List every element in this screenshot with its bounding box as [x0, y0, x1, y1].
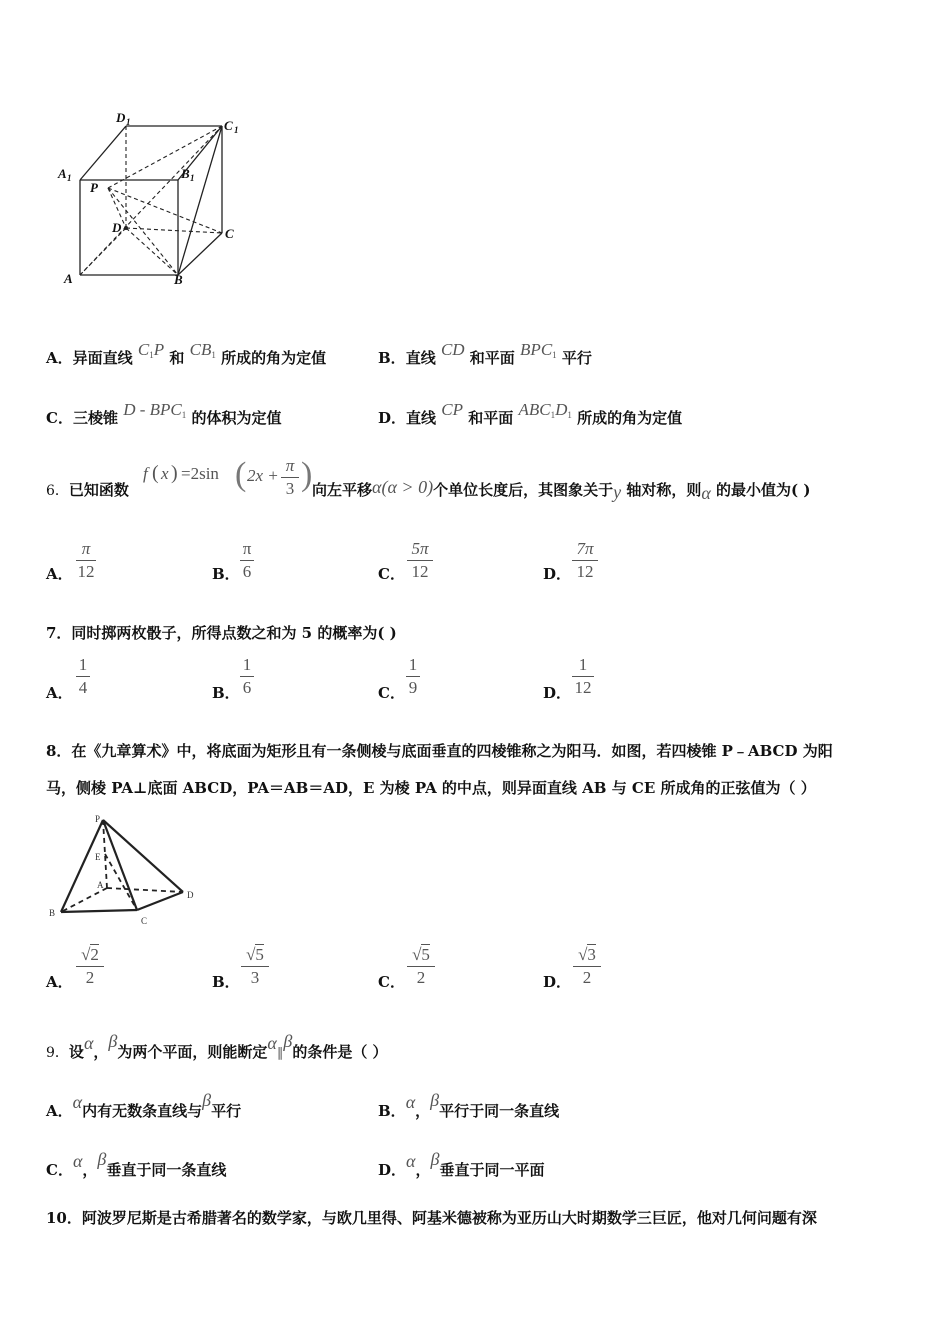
q8-option-b: B． — [212, 973, 240, 991]
q7-option-c: C． — [378, 684, 405, 702]
q7-option-d: D． — [543, 684, 572, 702]
q9-option-b: B．α，β平行于同一条直线 — [378, 1090, 560, 1120]
q8-option-c: C． — [378, 973, 405, 991]
q9-stem: 9．设α，β为两个平面，则能断定α∥β的条件是（ ） — [46, 1031, 388, 1061]
q8-option-a: A． — [46, 973, 73, 991]
q9-option-d: D．α，β垂直于同一平面 — [378, 1149, 545, 1179]
cube-label-d1: D — [116, 110, 126, 125]
cube-label-c1: C — [224, 118, 233, 133]
pyramid-figure — [45, 810, 205, 930]
cube-figure — [50, 110, 250, 290]
q6-option-b: B． — [212, 565, 240, 583]
pyramid-label-c: C — [141, 916, 148, 926]
q6-option-d: D． — [543, 565, 572, 583]
q10-stem: 10．阿波罗尼斯是古希腊著名的数学家，与欧几里得、阿基米德被称为亚历山大时期数学三巨匠，他对几何问题有深 — [46, 1209, 817, 1227]
svg-text:1: 1 — [234, 125, 239, 135]
svg-text:1: 1 — [190, 173, 195, 183]
q7-option-a: A． — [46, 684, 73, 702]
pyramid-label-p: P — [95, 814, 101, 824]
q6-option-c: C． — [378, 565, 405, 583]
q8-stem-line1: 8．在《九章算术》中，将底面为矩形且有一条侧棱与底面垂直的四棱锥称之为阳马．如图，若四棱锥 P﹣ABCD 为阳 — [46, 742, 833, 760]
q5-option-a: A．异面直线 $C_1P$ 和 $CB_1$ 所成的角为定值 — [46, 340, 327, 367]
cube-label-a: A — [64, 271, 73, 286]
cube-label-a1: A — [58, 166, 67, 181]
pyramid-label-a: A — [97, 880, 104, 890]
q9-option-a: A．α内有无数条直线与β平行 — [46, 1090, 242, 1120]
q8-options: A． √2 2 B． √5 3 C． √5 2 D． √3 2 — [0, 945, 950, 997]
q8-stem-line2: 马，侧棱 PA⊥底面 ABCD，PA＝AB＝AD，E 为棱 PA 的中点，则异面直线 AB 与 CE 所成角的正弦值为（ ） — [46, 779, 816, 797]
q5-option-b: B．直线 CD 和平面 $BPC_1$ 平行 — [378, 340, 592, 367]
q5-option-d: D．直线 CP 和平面 $ABC_1D_1$ 所成的角为定值 — [378, 400, 683, 427]
q5-option-c: C．三棱锥 D - $BPC_1$ 的体积为定值 — [46, 400, 282, 427]
pyramid-label-d: D — [187, 890, 194, 900]
cube-label-b: B — [174, 272, 183, 287]
q7-option-b: B． — [212, 684, 240, 702]
cube-label-d: D — [112, 220, 122, 235]
q6-options: A． π 12 B． π 6 C． 5π 12 D． 7π 12 — [0, 535, 950, 585]
q7-stem: 7．同时掷两枚骰子，所得点数之和为 5 的概率为( ) — [46, 624, 397, 642]
q6-stem: 6．已知函数 — [46, 481, 129, 499]
svg-text:1: 1 — [126, 117, 131, 127]
cube-label-c: C — [225, 226, 234, 241]
cube-label-p: P — [90, 180, 98, 195]
q6-stem-rest: 向左平移α(α > 0)个单位长度后，其图象关于y 轴对称，则α 的最小值为( ) — [312, 477, 811, 503]
svg-text:1: 1 — [67, 173, 72, 183]
q6-option-a: A． — [46, 565, 73, 583]
pyramid-label-e: E — [95, 852, 101, 862]
pyramid-label-b: B — [49, 908, 56, 918]
cube-label-b1: B — [181, 166, 190, 181]
q9-option-c: C．α，β垂直于同一条直线 — [46, 1149, 227, 1179]
q7-options: A． 1 4 B． 1 6 C． 1 9 D． 1 12 — [0, 655, 950, 705]
q8-option-d: D． — [543, 973, 572, 991]
